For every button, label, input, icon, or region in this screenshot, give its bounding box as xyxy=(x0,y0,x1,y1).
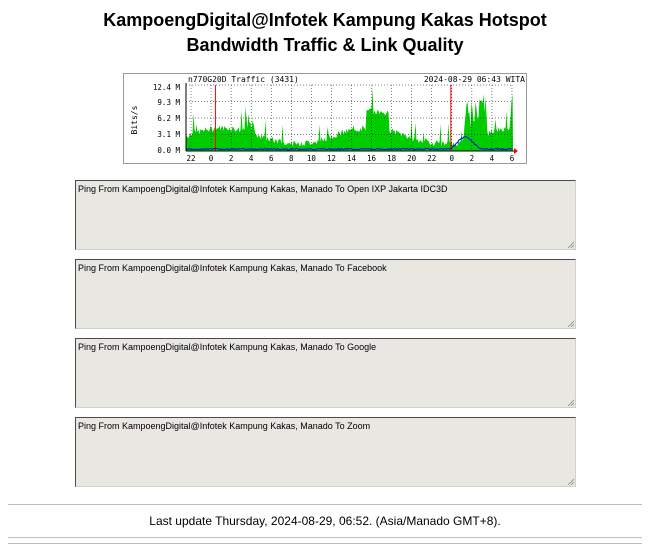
graph-x-tick: 2 xyxy=(228,154,234,163)
graph-x-tick: 16 xyxy=(367,154,377,163)
ping-box-label: Ping From KampoengDigital@Infotek Kampung Kakas, Manado To Zoom xyxy=(78,421,371,431)
page-title-line1: KampoengDigital@Infotek Kampung Kakas Hotspot xyxy=(103,10,547,30)
graph-y-tick: 6.2 M xyxy=(157,114,180,123)
ping-box-facebook[interactable] xyxy=(75,259,576,329)
divider xyxy=(8,543,642,544)
ping-box-label: Ping From KampoengDigital@Infotek Kampung Kakas, Manado To Google xyxy=(78,342,377,352)
resize-grip-icon[interactable] xyxy=(567,320,574,327)
graph-y-tick: 12.4 M xyxy=(152,83,180,92)
graph-x-tick: 4 xyxy=(248,154,254,163)
traffic-graph xyxy=(123,73,527,164)
graph-x-tick: 2 xyxy=(469,154,475,163)
resize-grip-icon[interactable] xyxy=(567,399,574,406)
graph-x-tick: 22 xyxy=(186,154,196,163)
graph-x-tick: 4 xyxy=(489,154,495,163)
graph-x-tick: 6 xyxy=(268,154,274,163)
resize-grip-icon[interactable] xyxy=(567,241,574,248)
graph-x-tick: 0 xyxy=(449,154,455,163)
last-update-text: Last update Thursday, 2024-08-29, 06:52. (Asia/Manado GMT+8). xyxy=(149,514,501,528)
divider xyxy=(8,537,642,538)
ping-box-label: Ping From KampoengDigital@Infotek Kampung Kakas, Manado To Open IXP Jakarta IDC3D xyxy=(78,184,448,194)
resize-grip-icon[interactable] xyxy=(567,478,574,485)
ping-box-open-ixp[interactable] xyxy=(75,180,576,250)
graph-x-tick: 14 xyxy=(346,154,357,163)
traffic-graph-canvas xyxy=(124,74,528,165)
graph-x-tick: 20 xyxy=(407,154,417,163)
graph-x-tick: 18 xyxy=(387,154,397,163)
graph-x-tick: 6 xyxy=(509,154,515,163)
ping-box-google[interactable] xyxy=(75,338,576,408)
ping-box-label: Ping From KampoengDigital@Infotek Kampung Kakas, Manado To Facebook xyxy=(78,263,387,273)
ping-box-zoom[interactable] xyxy=(75,417,576,487)
graph-timestamp: 2024-08-29 06:43 WITA xyxy=(423,75,525,84)
graph-y-tick: 9.3 M xyxy=(157,98,180,107)
graph-y-tick: 0.0 M xyxy=(157,146,180,155)
graph-y-tick: 3.1 M xyxy=(157,130,180,139)
graph-x-tick: 8 xyxy=(289,154,294,163)
page-title xyxy=(0,8,650,58)
graph-x-tick: 10 xyxy=(306,154,316,163)
graph-axis-arrow-icon xyxy=(514,148,518,154)
page-title-line2: Bandwidth Traffic & Link Quality xyxy=(186,35,464,55)
graph-y-unit: Bits/s xyxy=(130,105,139,135)
graph-x-tick: 0 xyxy=(208,154,214,163)
graph-x-tick: 22 xyxy=(427,154,437,163)
divider xyxy=(8,504,642,505)
graph-inbound-area xyxy=(186,88,513,151)
graph-x-tick: 12 xyxy=(326,154,336,163)
graph-label: n770G20D Traffic (3431) xyxy=(188,75,299,84)
